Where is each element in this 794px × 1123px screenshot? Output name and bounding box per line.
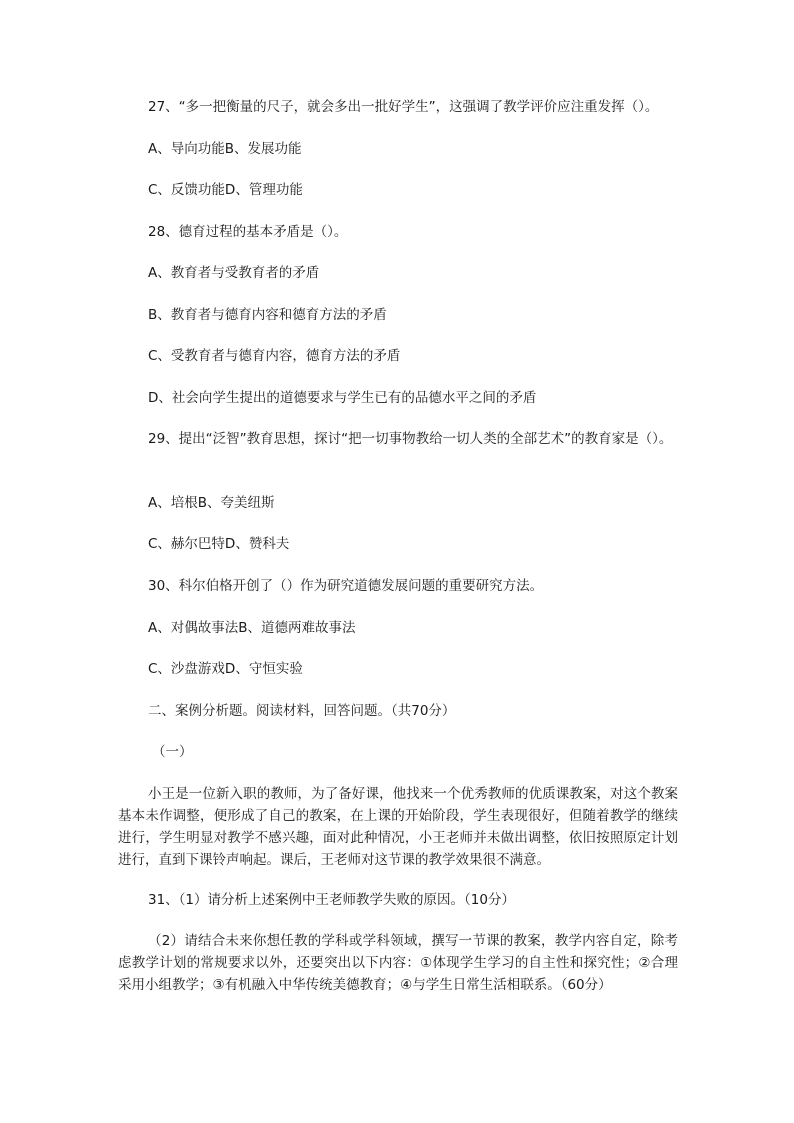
question-31-part-2: （2）请结合未来你想任教的学科或学科领域，撰写一节课的教案，教学内容自定，除考虑教学计划的常规要求以外，还要突出以下内容：①体现学生学习的自主性和探究性；②合理采用小组教学；③有机融入中华传统美德教育；④与学生日常生活相联系。（60分） <box>118 933 678 993</box>
question-28-option-d: D、社会向学生提出的道德要求与学生已有的品德水平之间的矛盾 <box>148 390 537 406</box>
case-material-text: 小王是一位新入职的教师，为了备好课，他找来一个优秀教师的优质课教案，对这个教案基本未作调整，便形成了自己的教案，在上课的开始阶段，学生表现很好，但随着教学的继续进行，学生明显对教学不感兴趣，面对此种情况，小王老师并未做出调整，依旧按照原定计划进行，直到下课铃声响起。课后，王老师对这节课的教学效果很不满意。 <box>118 786 678 868</box>
question-29-stem: 29、提出“泛智”教育思想，探讨“把一切事物教给一切人类的全部艺术”的教育家是（）。 <box>148 431 673 447</box>
section-2-heading: 二、案例分析题。阅读材料，回答问题。（共70分） <box>148 703 456 719</box>
question-29-option-cd: C、赫尔巴特D、赞科夫 <box>148 536 290 552</box>
question-31-part-1: 31、（1）请分析上述案例中王老师教学失败的原因。（10分） <box>148 892 515 908</box>
question-27-stem: 27、“多一把衡量的尺子，就会多出一批好学生”，这强调了教学评价应注重发挥（）。 <box>148 99 659 115</box>
question-27-option-cd: C、反馈功能D、管理功能 <box>148 182 303 198</box>
question-28-option-a: A、教育者与受教育者的矛盾 <box>148 265 320 281</box>
question-30-option-ab: A、对偶故事法B、道德两难故事法 <box>148 620 356 636</box>
question-27-option-ab: A、导向功能B、发展功能 <box>148 141 302 157</box>
question-28-option-c: C、受教育者与德育内容，德育方法的矛盾 <box>148 348 401 364</box>
question-28-stem: 28、德育过程的基本矛盾是（）。 <box>148 224 348 240</box>
question-29-option-ab: A、培根B、夸美纽斯 <box>148 495 275 511</box>
question-30-option-cd: C、沙盘游戏D、守恒实验 <box>148 661 303 677</box>
question-28-option-b: B、教育者与德育内容和德育方法的矛盾 <box>148 307 387 323</box>
question-30-stem: 30、科尔伯格开创了（）作为研究道德发展问题的重要研究方法。 <box>148 578 544 594</box>
case-sub-heading: （一） <box>152 744 193 760</box>
